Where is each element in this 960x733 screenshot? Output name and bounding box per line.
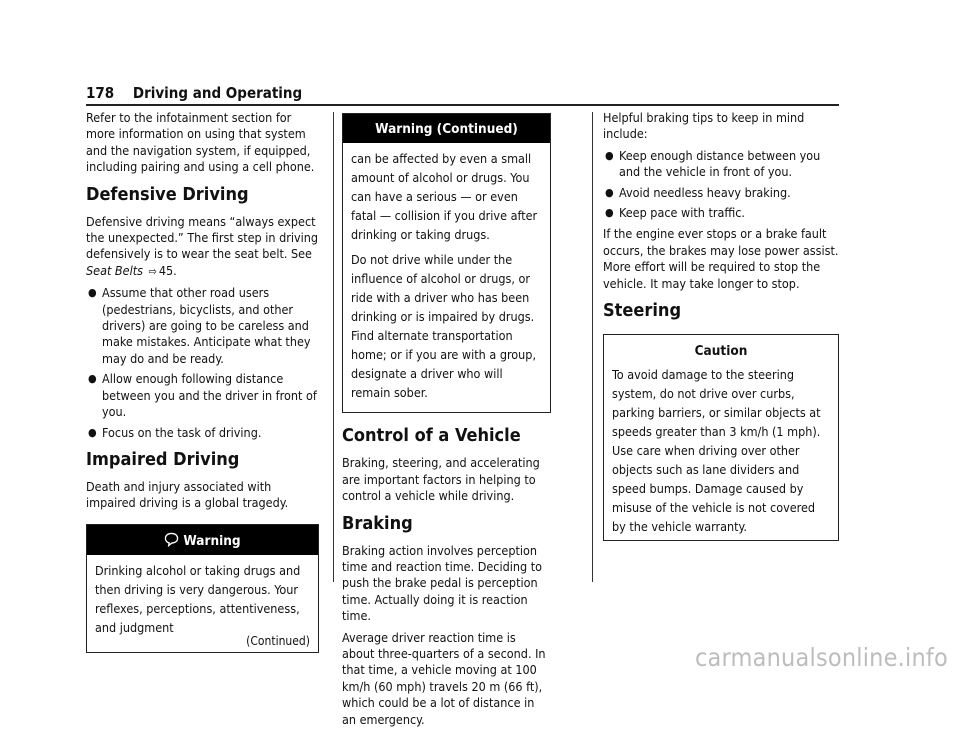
bullet-dot-icon: ●	[605, 148, 614, 162]
column-3	[603, 110, 839, 541]
impaired-driving-paragraph: Death and injury associated with impaired driving is a global tragedy.	[86, 478, 289, 511]
warning-continued-title: Warning (Continued)	[343, 114, 550, 143]
caution-title: Caution	[694, 343, 748, 360]
bullet-dot-icon: ●	[88, 425, 97, 439]
caution-body: To avoid damage to the steering system, do not drive over curbs, parking barriers, or similar objects at speeds greater than 3 km/h (1 mph). Use care when driving over other objects such as lane dividers and speed bumps. Damage caused by misuse of the vehicle is not covered by the vehicle warranty.	[612, 367, 821, 535]
list-item: ● Allow enough following distance between you and the driver in front of you.	[88, 371, 317, 420]
column-divider-1	[333, 112, 334, 582]
page-number: 178	[86, 84, 115, 102]
braking-tips-intro: Helpful braking tips to keep in mind include:	[603, 110, 805, 142]
header-rule	[86, 104, 839, 106]
warning-title-bar	[87, 525, 318, 555]
defensive-driving-heading: Defensive Driving	[86, 183, 249, 205]
bullet-dot-icon: ●	[88, 286, 97, 300]
impaired-driving-heading: Impaired Driving	[86, 448, 240, 470]
column-2	[342, 113, 551, 733]
warning-speech-icon	[164, 532, 179, 547]
braking-paragraph-1: Braking action involves perception time and reaction time. Deciding to push the brake pedal is perception time. Actually doing it is reaction time.	[342, 542, 542, 624]
column-1	[86, 110, 319, 653]
braking-paragraph-2: Average driver reaction time is about three-quarters of a second. In that time, a vehicle moving at 100 km/h (60 mph) travels 20 m (66 ft), which could be a lot of distance in an emergency.	[342, 629, 546, 727]
list-item: ● Focus on the task of driving.	[88, 424, 262, 440]
warning-continued-box	[342, 113, 551, 413]
list-item: ● Keep pace with traffic.	[605, 205, 745, 221]
bullet-dot-icon: ●	[605, 185, 614, 199]
braking-heading: Braking	[342, 512, 413, 534]
watermark: carmanualsonline.info	[694, 643, 948, 672]
braking-tips-bullets	[603, 148, 839, 222]
control-of-vehicle-heading: Control of a Vehicle	[342, 425, 521, 447]
list-item: ● Keep enough distance between you and the vehicle in front of you.	[605, 147, 821, 180]
bullet-dot-icon: ●	[88, 372, 97, 386]
control-paragraph: Braking, steering, and accelerating are important factors in helping to control a vehicle while driving.	[342, 455, 540, 504]
steering-heading: Steering	[603, 300, 682, 322]
seat-belts-link[interactable]: Seat Belts	[86, 262, 143, 278]
warning-body: Drinking alcohol or taking drugs and then driving is very dangerous. Your reflexes, perceptions, attentiveness, and judgment (Continued)	[95, 563, 310, 649]
warning-continued-body: can be affected by even a small amount of alcohol or drugs. You can have a serious — or even fatal — collision if you drive after drinking or taking drugs. Do not drive while under the influence of alcohol or drugs, or ride with a driver who has been drinking or is impaired by drugs. Find alternate transportation home; or if you are with a group, designate a driver who will remain sober.	[351, 151, 538, 401]
defensive-bullets	[86, 285, 319, 441]
intro-paragraph: Refer to the infotainment section for more information on using that system and the navigation system, if equipped, including pairing and using a cell phone.	[86, 110, 315, 175]
bullet-dot-icon: ●	[605, 206, 614, 220]
continued-label: (Continued)	[246, 634, 310, 649]
engine-stop-paragraph: If the engine ever stops or a brake fault occurs, the brakes may lose power assist. More effort will be required to stop the vehicle. It may take longer to stop.	[603, 226, 839, 291]
page-reference-icon: ⇨	[148, 264, 157, 278]
section-title: Driving and Operating	[132, 84, 303, 102]
column-divider-2	[592, 112, 593, 582]
list-item: ● Avoid needless heavy braking.	[605, 184, 791, 200]
warning-title: Warning	[183, 532, 241, 549]
running-header	[86, 84, 302, 102]
defensive-driving-paragraph: Defensive driving means “always expect the unexpected.” The first step in driving defensively is to wear the seat belt. See Seat Belts ⇨ 45.	[86, 213, 319, 278]
warning-box	[86, 524, 319, 653]
seat-belts-page: 45.	[158, 262, 177, 278]
caution-box	[603, 334, 839, 541]
list-item: ● Assume that other road users (pedestrians, bicyclists, and other drivers) are going to be careless and make mistakes. Anticipate what they may do and be ready.	[88, 285, 311, 366]
